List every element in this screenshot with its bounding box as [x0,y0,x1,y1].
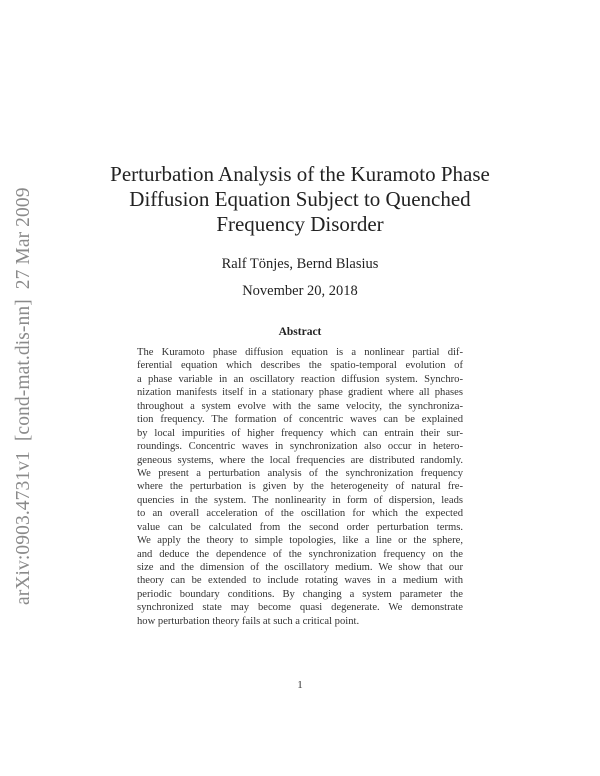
abstract-line: how perturbation theory fails at such a critical point. [137,615,360,627]
abstract-line: a phase variable in an oscillatory reaction diffusion system. Synchro- [137,373,463,385]
abstract-line: nization manifests itself in a stationary phase gradient where all phases [137,387,463,399]
abstract-line: by local impurities of higher frequency which can entrain their sur- [137,427,463,439]
abstract-line: size and the dimension of the oscillatory medium. We show that our [137,562,463,573]
paper-title [100,162,500,237]
abstract-line: value can be calculated from the second order perturbation terms. [137,521,463,533]
abstract-line: and deduce the dependence of the synchronization frequency on the [137,548,463,560]
abstract-heading: Abstract [278,326,322,338]
title-line: Frequency Disorder [216,212,384,236]
abstract-line: where the perturbation is given by the heterogeneity of natural fre- [137,481,463,493]
abstract-line: throughout a system evolve with the same velocity, the synchroniza- [137,400,463,412]
arxiv-identifier-stamp: arXiv:0903.4731v1 [cond-mat.dis-nn] 27 Mar 2009 [13,187,34,605]
abstract-body [137,346,463,628]
abstract-line: synchronized state may become quasi degenerate. We demonstrate [137,602,463,614]
page-number: 1 [297,679,303,691]
abstract-line: geneous systems, where the local frequencies are distributed randomly. [137,454,463,466]
abstract-line: to an overall acceleration of the oscillation for which the expected [137,508,463,520]
abstract-line: We apply the theory to simple topologies, like a line or the sphere, [137,535,463,547]
title-line: Perturbation Analysis of the Kuramoto Phase [110,162,490,186]
abstract-line: The Kuramoto phase diffusion equation is a nonlinear partial dif- [137,347,463,358]
paper-date: November 20, 2018 [242,283,358,299]
abstract-line: periodic boundary conditions. By changing a system parameter the [137,588,463,600]
abstract-line: roundings. Concentric waves in synchronization also occur in hetero- [137,441,463,453]
title-line: Diffusion Equation Subject to Quenched [129,187,471,211]
abstract-line: quencies in the system. The nonlinearity in form of dispersion, leads [137,494,463,506]
abstract-line: theory can be extended to include rotating waves in a medium with [137,575,463,587]
abstract-line: ferential equation which describes the spatio-temporal evolution of [137,360,463,372]
paper-authors: Ralf Tönjes, Bernd Blasius [221,256,379,272]
abstract-line: tion frequency. The formation of concentric waves can be explained [137,414,463,426]
abstract-line: We present a perturbation analysis of the synchronization frequency [137,467,463,479]
